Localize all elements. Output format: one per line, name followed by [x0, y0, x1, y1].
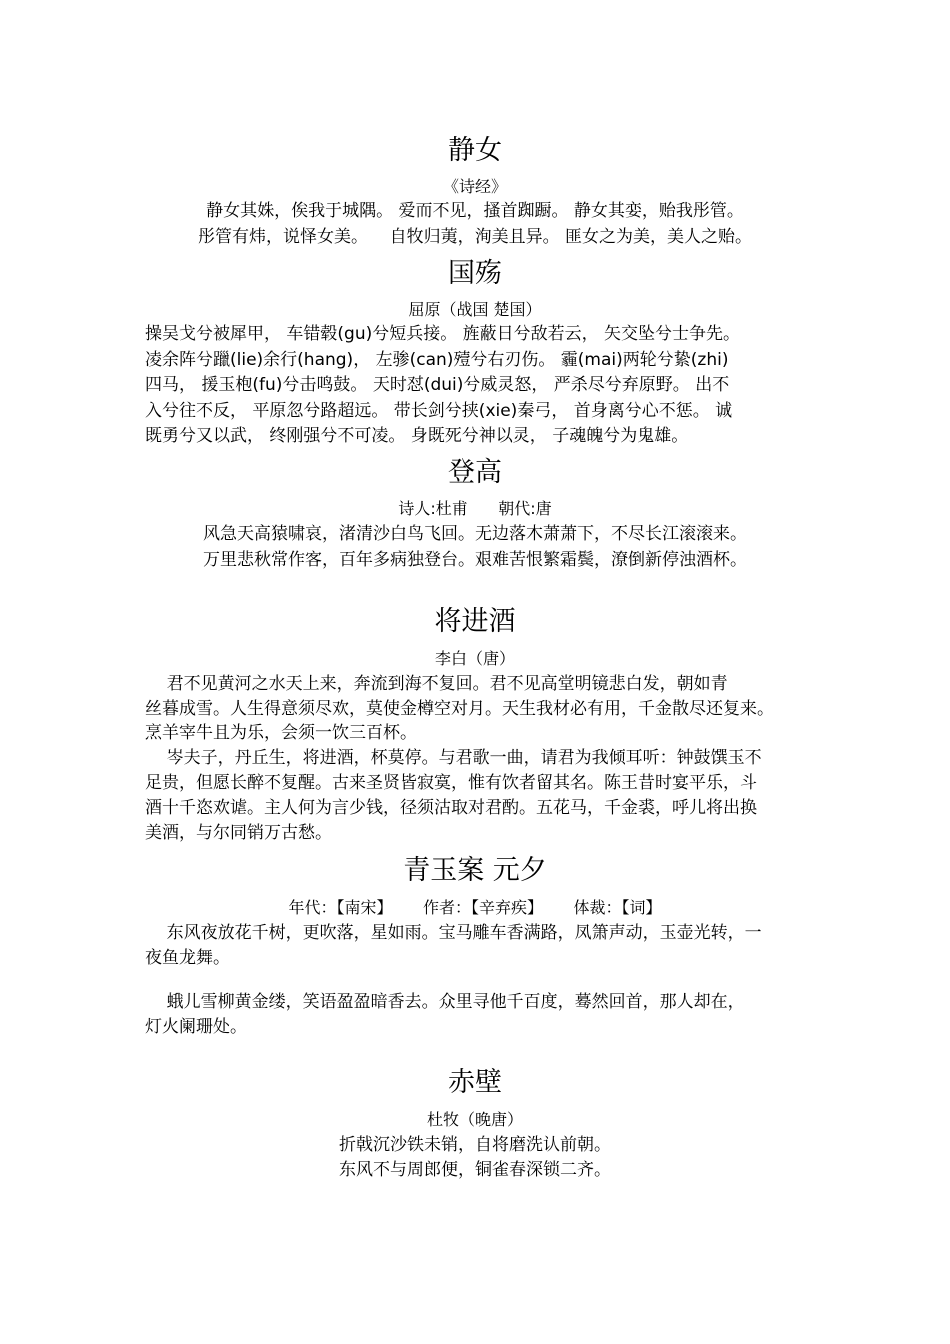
poem-line: 既勇兮又以武， 终刚强兮不可凌。 身既死兮神以灵， 子魂魄兮为鬼雄。 — [145, 426, 689, 446]
poem-author: 《诗经》 — [442, 177, 507, 196]
poem-line: 四马， 援玉枹(fu)兮击鸣鼓。 天时怼(dui)兮威灵怒， 严杀尽兮弃原野。 出不 — [145, 375, 730, 395]
poem-line: 美酒，与尔同销万古愁。 — [145, 823, 332, 843]
poem-title: 青玉案 元夕 — [403, 855, 547, 886]
poem-line: 君不见黄河之水天上来，奔流到海不复回。君不见高堂明镜悲白发，朝如青 — [145, 674, 728, 694]
poem-line: 东风不与周郎便，铜雀春深锁二齐。 — [339, 1160, 611, 1180]
poem-title: 登高 — [448, 457, 502, 488]
poem-title: 将进酒 — [434, 606, 516, 637]
poem-line: 折戟沉沙铁未销，自将磨洗认前朝。 — [339, 1135, 611, 1155]
poem-title: 赤壁 — [448, 1067, 502, 1098]
poem-title: 国殇 — [448, 258, 502, 289]
poem-line: 入兮往不反， 平原忽兮路超远。 带长剑兮挟(xie)秦弓， 首身离兮心不惩。 诚 — [145, 401, 733, 421]
poem-author: 年代：【南宋】 作者：【辛弃疾】 体裁：【词】 — [288, 898, 662, 917]
poem-line: 彤管有炜，说怿女美。 自牧归荑，洵美且异。 匪女之为美，美人之贻。 — [197, 227, 753, 247]
poem-line: 蛾儿雪柳黄金缕，笑语盈盈暗香去。众里寻他千百度，蓦然回首，那人却在， — [145, 992, 745, 1012]
poem-author: 屈原（战国 楚国） — [408, 300, 542, 319]
poem-line: 凌余阵兮躐(lie)余行(hang)， 左骖(can)殪兮右刃伤。 霾(mai)两轮兮絷(zhi) — [145, 350, 729, 370]
poem-line: 风急天高猿啸哀，渚清沙白鸟飞回。无边落木萧萧下，不尽长江滚滚来。 — [203, 524, 747, 544]
poem-author: 诗人:杜甫 朝代:唐 — [398, 499, 552, 518]
poem-line: 丝暮成雪。人生得意须尽欢，莫使金樽空对月。天生我材必有用，千金散尽还复来。 — [145, 699, 774, 719]
poem-line: 足贵，但愿长醉不复醒。古来圣贤皆寂寞，惟有饮者留其名。陈王昔时宴平乐，斗 — [145, 773, 757, 793]
poem-line: 万里悲秋常作客，百年多病独登台。艰难苦恨繁霜鬓，潦倒新停浊酒杯。 — [203, 550, 747, 570]
poem-line: 酒十千恣欢谑。主人何为言少钱，径须沽取对君酌。五花马，千金裘，呼儿将出换 — [145, 798, 757, 818]
poem-author: 李白（唐） — [434, 649, 515, 668]
poem-line: 静女其姝，俟我于城隅。 爱而不见，搔首踟蹰。 静女其娈，贻我彤管。 — [206, 201, 744, 221]
poem-line: 烹羊宰牛且为乐，会须一饮三百杯。 — [145, 723, 417, 743]
poem-title: 静女 — [448, 135, 502, 166]
poem-line: 灯火阑珊处。 — [145, 1017, 247, 1037]
poem-line: 操吴戈兮被犀甲， 车错毂(gu)兮短兵接。 旌蔽日兮敌若云， 矢交坠兮士争先。 — [145, 324, 741, 344]
poem-line: 岑夫子，丹丘生，将进酒，杯莫停。与君歌一曲，请君为我倾耳听：钟鼓馔玉不 — [145, 748, 762, 768]
poem-line: 夜鱼龙舞。 — [145, 948, 230, 968]
poem-line: 东风夜放花千树，更吹落，星如雨。宝马雕车香满路，凤箫声动，玉壶光转，一 — [145, 923, 762, 943]
poem-author: 杜牧（晚唐） — [426, 1110, 523, 1129]
